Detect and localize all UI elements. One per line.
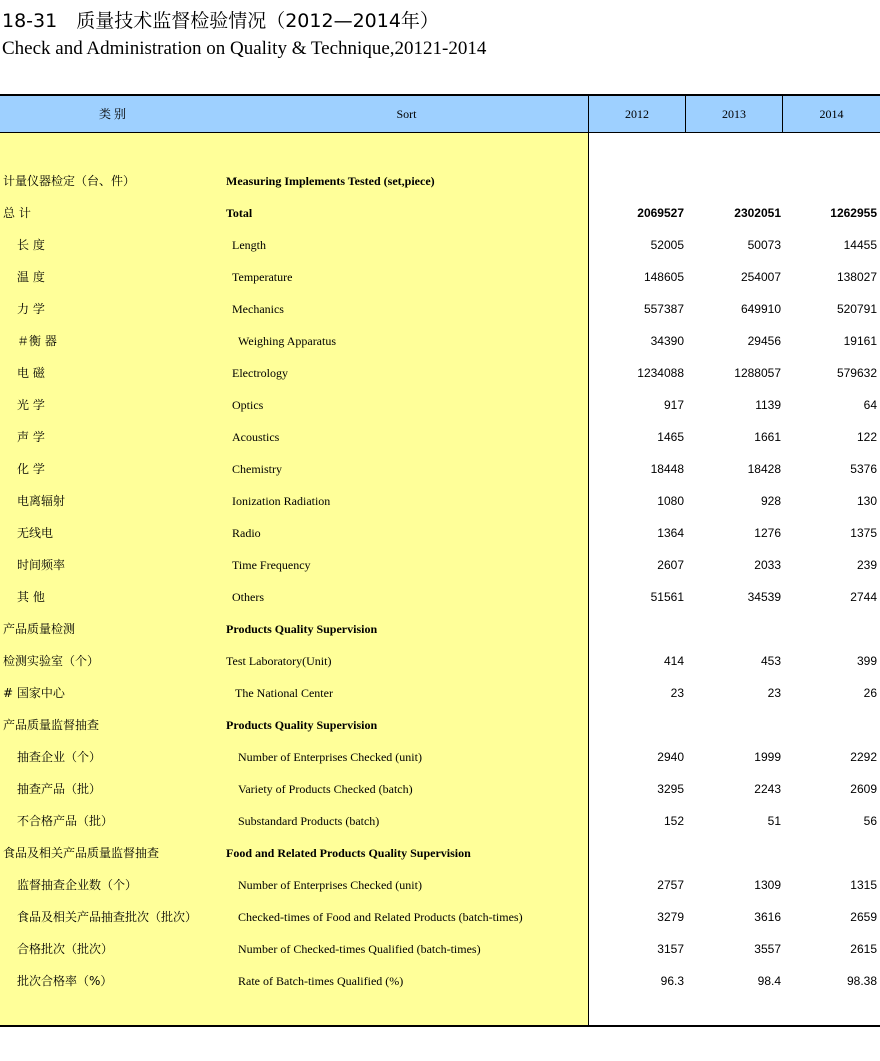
- cell-value-2014: 98.38: [846, 974, 877, 988]
- row-label-english: Number of Enterprises Checked (unit): [238, 878, 422, 892]
- table-row: [0, 901, 880, 933]
- row-label-english: Weighing Apparatus: [238, 334, 337, 348]
- row-label-english: Optics: [232, 398, 264, 412]
- row-label-chinese: ＃衡 器: [17, 334, 57, 348]
- cell-value-2012: 557387: [643, 302, 684, 316]
- cell-value-2012: 34390: [650, 334, 684, 348]
- row-label-english: Measuring Implements Tested (set,piece): [226, 174, 435, 188]
- cell-value-2014: 2659: [850, 910, 877, 924]
- page-title-chinese: 18-31 质量技术监督检验情况（2012—2014年）: [2, 10, 439, 32]
- cell-value-2013: 23: [767, 686, 781, 700]
- table-row: [0, 261, 880, 293]
- cell-value-2013: 453: [760, 654, 781, 668]
- cell-value-2012: 3157: [657, 942, 684, 956]
- header-year-2012: 2012: [625, 107, 649, 121]
- cell-value-2012: 1234088: [637, 366, 684, 380]
- cell-value-2012: 51561: [650, 590, 684, 604]
- cell-value-2012: 2940: [657, 750, 684, 764]
- cell-value-2014: 26: [863, 686, 877, 700]
- cell-value-2012: 3295: [657, 782, 684, 796]
- cell-value-2014: 1315: [850, 878, 877, 892]
- cell-value-2013: 928: [760, 494, 781, 508]
- table-row: [0, 485, 880, 517]
- table-row: [0, 229, 880, 261]
- cell-value-2012: 917: [663, 398, 684, 412]
- row-label-chinese: 食品及相关产品质量监督抽查: [3, 846, 160, 860]
- table-row: [0, 517, 880, 549]
- cell-value-2013: 18428: [747, 462, 781, 476]
- row-label-chinese: 电 磁: [17, 366, 45, 380]
- cell-value-2013: 1288057: [734, 366, 781, 380]
- table-row: [0, 389, 880, 421]
- row-label-english: Products Quality Supervision: [226, 622, 378, 636]
- row-label-chinese: 计量仪器检定（台、件）: [3, 174, 136, 188]
- row-label-chinese: 温 度: [17, 270, 45, 284]
- row-label-english: Variety of Products Checked (batch): [238, 782, 413, 796]
- cell-value-2012: 3279: [657, 910, 684, 924]
- row-label-chinese: 化 学: [17, 462, 45, 476]
- row-label-chinese: 其 他: [17, 590, 45, 604]
- header-year-2014: 2014: [819, 107, 844, 121]
- row-label-chinese: 不合格产品（批）: [17, 814, 114, 828]
- row-label-chinese: 食品及相关产品抽查批次（批次）: [17, 910, 198, 924]
- page-title-english: Check and Administration on Quality & Technique,20121-2014: [2, 38, 487, 59]
- table-row: [0, 613, 880, 645]
- row-label-english: Checked-times of Food and Related Products (batch-times): [238, 910, 523, 924]
- cell-value-2012: 2069527: [637, 206, 684, 220]
- row-label-chinese: 抽查企业（个）: [17, 750, 102, 764]
- table-row: [0, 549, 880, 581]
- cell-value-2014: 138027: [836, 270, 877, 284]
- row-label-english: Electrology: [232, 366, 288, 380]
- cell-value-2014: 130: [856, 494, 877, 508]
- row-label-english: Time Frequency: [232, 558, 311, 572]
- cell-value-2012: 1364: [657, 526, 684, 540]
- row-label-english: Test Laboratory(Unit): [226, 654, 332, 668]
- cell-value-2014: 19161: [843, 334, 877, 348]
- row-label-english: Length: [232, 238, 266, 252]
- row-label-chinese: 声 学: [17, 430, 45, 444]
- cell-value-2013: 1999: [754, 750, 781, 764]
- cell-value-2013: 254007: [740, 270, 781, 284]
- row-label-chinese: 总 计: [3, 206, 31, 220]
- cell-value-2013: 649910: [740, 302, 781, 316]
- cell-value-2014: 5376: [850, 462, 877, 476]
- cell-value-2014: 2615: [850, 942, 877, 956]
- table-body: [0, 165, 880, 997]
- row-label-english: Temperature: [232, 270, 293, 284]
- cell-value-2014: 2292: [850, 750, 877, 764]
- cell-value-2014: 1375: [850, 526, 877, 540]
- cell-value-2014: 2744: [850, 590, 877, 604]
- cell-value-2013: 34539: [747, 590, 781, 604]
- table-row: [0, 677, 880, 709]
- table-row: [0, 773, 880, 805]
- table-row: [0, 293, 880, 325]
- table-row: [0, 357, 880, 389]
- cell-value-2013: 51: [767, 814, 781, 828]
- row-label-english: Radio: [232, 526, 261, 540]
- row-label-chinese: 长 度: [17, 238, 45, 252]
- row-label-chinese: 抽查产品（批）: [17, 782, 102, 796]
- cell-value-2012: 148605: [643, 270, 684, 284]
- table-row: [0, 965, 880, 997]
- row-label-english: Acoustics: [232, 430, 280, 444]
- row-label-english: Rate of Batch-times Qualified (%): [238, 974, 404, 988]
- table-row: [0, 645, 880, 677]
- cell-value-2012: 152: [663, 814, 684, 828]
- row-label-chinese: 力 学: [17, 302, 45, 316]
- cell-value-2012: 1080: [657, 494, 684, 508]
- cell-value-2012: 2607: [657, 558, 684, 572]
- cell-value-2014: 579632: [836, 366, 877, 380]
- table-row: [0, 581, 880, 613]
- cell-value-2012: 52005: [650, 238, 684, 252]
- cell-value-2014: 64: [863, 398, 877, 412]
- table-row: [0, 869, 880, 901]
- cell-value-2014: 399: [856, 654, 877, 668]
- row-label-chinese: 监督抽查企业数（个）: [17, 878, 138, 892]
- cell-value-2013: 3616: [754, 910, 781, 924]
- cell-value-2014: 14455: [843, 238, 877, 252]
- row-label-english: Products Quality Supervision: [226, 718, 378, 732]
- header-year-2013: 2013: [722, 107, 746, 121]
- table-row: [0, 805, 880, 837]
- cell-value-2014: 239: [856, 558, 877, 572]
- header-category: 类 别: [98, 107, 126, 121]
- row-label-english: Number of Checked-times Qualified (batch-times): [238, 942, 481, 956]
- header-sort: Sort: [396, 107, 417, 121]
- table-row: [0, 421, 880, 453]
- row-label-english: Others: [232, 590, 264, 604]
- row-label-english: Ionization Radiation: [232, 494, 331, 508]
- row-label-english: Food and Related Products Quality Supervision: [226, 846, 471, 860]
- cell-value-2012: 2757: [657, 878, 684, 892]
- cell-value-2012: 18448: [650, 462, 684, 476]
- cell-value-2014: 2609: [850, 782, 877, 796]
- cell-value-2013: 2302051: [734, 206, 781, 220]
- row-label-chinese: 电离辐射: [17, 494, 66, 508]
- cell-value-2014: 56: [863, 814, 877, 828]
- row-label-chinese: 批次合格率（%）: [17, 974, 113, 988]
- cell-value-2013: 1276: [754, 526, 781, 540]
- row-label-english: The National Center: [235, 686, 333, 700]
- table-bottom-rule: [0, 1025, 880, 1027]
- cell-value-2012: 96.3: [660, 974, 684, 988]
- table-row: [0, 709, 880, 741]
- table-row: [0, 933, 880, 965]
- cell-value-2014: 1262955: [830, 206, 877, 220]
- row-label-english: Mechanics: [232, 302, 284, 316]
- row-label-chinese: 检测实验室（个）: [3, 654, 100, 668]
- row-label-chinese: 无线电: [17, 526, 54, 540]
- table-row: [0, 741, 880, 773]
- cell-value-2013: 2033: [754, 558, 781, 572]
- row-label-chinese: 光 学: [17, 398, 45, 412]
- cell-value-2012: 1465: [657, 430, 684, 444]
- cell-value-2013: 2243: [754, 782, 781, 796]
- cell-value-2013: 98.4: [757, 974, 781, 988]
- cell-value-2013: 50073: [747, 238, 781, 252]
- row-label-chinese: 产品质量检测: [3, 622, 76, 636]
- row-label-english: Number of Enterprises Checked (unit): [238, 750, 422, 764]
- row-label-chinese: 产品质量监督抽查: [3, 718, 100, 732]
- row-label-chinese: # 国家中心: [3, 686, 65, 700]
- cell-value-2013: 1661: [754, 430, 781, 444]
- row-label-chinese: 时间频率: [17, 558, 66, 572]
- cell-value-2013: 3557: [754, 942, 781, 956]
- table-header: [0, 96, 880, 133]
- cell-value-2013: 1309: [754, 878, 781, 892]
- cell-value-2014: 520791: [836, 302, 877, 316]
- cell-value-2013: 1139: [755, 398, 781, 412]
- table-row: [0, 197, 880, 229]
- row-label-chinese: 合格批次（批次）: [17, 942, 114, 956]
- cell-value-2013: 29456: [747, 334, 781, 348]
- row-label-english: Substandard Products (batch): [238, 814, 380, 828]
- cell-value-2012: 414: [663, 654, 684, 668]
- row-label-english: Chemistry: [232, 462, 282, 476]
- cell-value-2012: 23: [670, 686, 684, 700]
- cell-value-2014: 122: [856, 430, 877, 444]
- row-label-english: Total: [226, 206, 253, 220]
- table-row: [0, 325, 880, 357]
- table-row: [0, 837, 880, 869]
- table-row: [0, 165, 880, 197]
- table-row: [0, 453, 880, 485]
